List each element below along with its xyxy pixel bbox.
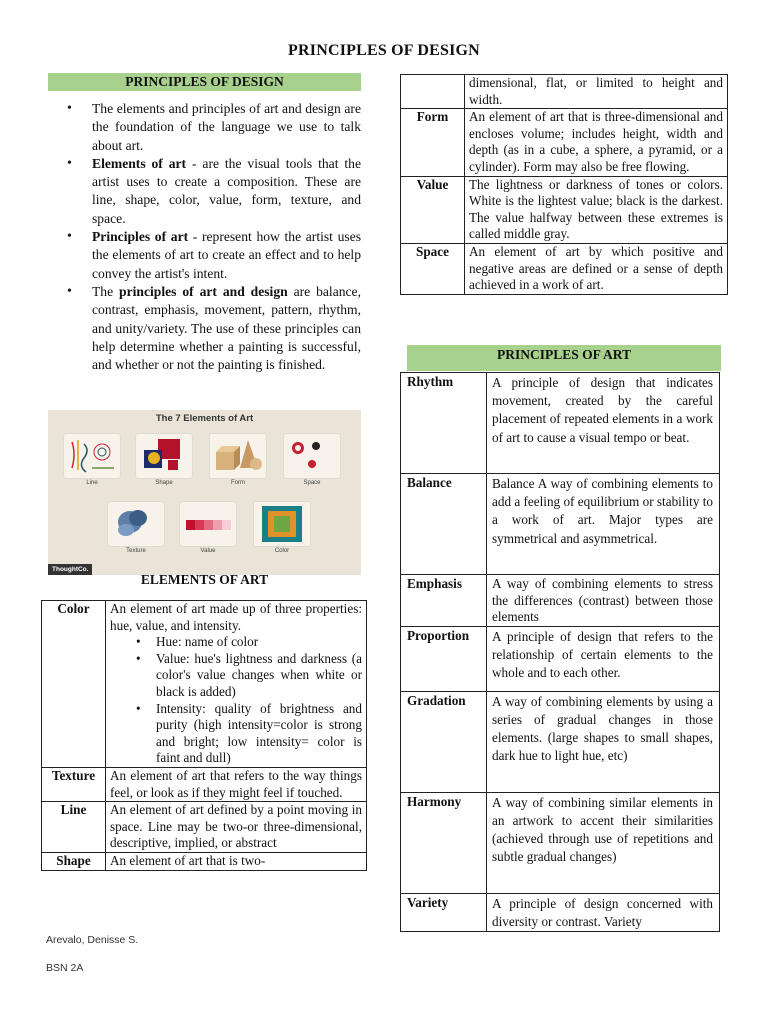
description-cell: A way of combining elements to stress the differences (contrast) between those elements <box>487 575 720 627</box>
term-cell: Line <box>42 802 106 853</box>
bullet-bold: principles of art and design <box>119 283 288 299</box>
elements-heading: ELEMENTS OF ART <box>140 572 269 587</box>
color-illustration-icon <box>254 502 310 546</box>
description-cell: An element of art by which positive and negative areas are defined or a sense of depth achieved in a work of art. <box>465 243 728 294</box>
bullet-text: are balance, contrast, emphasis, movement, pattern, rhythm, and unity/variety. The use of these principles can help determine whether a painting is successful, and whether or not the painting is finished. <box>92 283 361 373</box>
infographic-label: Shape <box>155 480 173 486</box>
table-row <box>401 691 720 792</box>
table-row <box>401 109 728 176</box>
bullet-item <box>48 283 361 374</box>
principles-heading: PRINCIPLES OF ART <box>407 345 721 371</box>
infographic-label: Value <box>200 548 216 554</box>
description-cell: An element of art that refers to the way things feel, or look as if they might feel if touched. <box>106 767 367 801</box>
thoughtco-logo: ThoughtCo. <box>48 564 92 575</box>
table-row <box>401 373 720 474</box>
bullet-bold: Elements of art <box>92 155 187 171</box>
bullet-bold: Principles of art <box>92 229 189 245</box>
color-property-list <box>110 634 362 767</box>
elements-infographic-image <box>48 410 361 575</box>
bullet-text: The elements and principles of art and design are the foundation of the language we use to talk about art. <box>92 101 361 153</box>
class-section: BSN 2A <box>46 962 84 974</box>
space-card <box>284 434 340 478</box>
term-cell: Harmony <box>401 792 487 893</box>
bullet-text: - represent how the artist uses the elements of art to create an effect and to help convey the artist's intent. <box>92 229 362 281</box>
description-text: An element of art made up of three properties: hue, value, and intensity. <box>110 601 362 633</box>
description-cell: Balance A way of combining elements to add a feeling of equilibrium or stability to a work of art. Major types are symmetrical and asymmetrical. <box>487 474 720 575</box>
term-cell: Rhythm <box>401 373 487 474</box>
table-row <box>42 601 367 768</box>
line-card <box>64 434 120 478</box>
table-row <box>401 626 720 691</box>
infographic-label: Line <box>86 480 98 486</box>
infographic-title: The 7 Elements of Art <box>155 413 254 424</box>
description-cell: An element of art that is two- <box>106 852 367 870</box>
table-row <box>42 852 367 870</box>
description-cell: A way of combining similar elements in an artwork to accent their similarities (achieved through use of repetitions and subtle gradual changes) <box>487 792 720 893</box>
line-illustration-icon <box>64 434 120 478</box>
description-cell: dimensional, flat, or limited to height and width. <box>465 75 728 109</box>
shape-card <box>136 434 192 478</box>
infographic-label: Texture <box>126 548 146 554</box>
list-item: • Hue: name of color <box>156 634 362 651</box>
value-card <box>180 502 236 546</box>
bullet-item <box>48 155 361 228</box>
bullet-item <box>48 100 361 155</box>
principles-table <box>400 372 720 932</box>
infographic-label: Space <box>303 480 321 486</box>
intro-bullet-list <box>48 100 361 374</box>
shape-illustration-icon <box>136 434 192 478</box>
left-section-heading: PRINCIPLES OF DESIGN <box>48 73 361 91</box>
term-cell: Balance <box>401 474 487 575</box>
bullet-text: - are the visual tools that the artist uses to create a composition. These are line, shape, color, value, form, texture, and space. <box>92 155 361 226</box>
page-title: PRINCIPLES OF DESIGN <box>288 42 480 59</box>
description-cell: A principle of design that indicates movement, created by the careful placement of repeated elements in a work of art to cause a visual tempo or beat. <box>487 373 720 474</box>
term-cell <box>401 75 465 109</box>
term-cell: Proportion <box>401 626 487 691</box>
list-item: • Intensity: quality of brightness and purity (high intensity=color is strong and bright; low intensity= color is faint and dull) <box>156 701 362 767</box>
table-row <box>401 75 728 109</box>
term-cell: Variety <box>401 893 487 931</box>
list-item: • Value: hue's lightness and darkness (a color's value changes when white or black is added) <box>156 651 362 701</box>
description-cell <box>106 601 367 768</box>
description-cell: A way of combining elements by using a series of gradual changes in those elements. (large shapes to small shapes, dark hue to light hue, etc) <box>487 691 720 792</box>
description-cell: An element of art that is three-dimensional and encloses volume; includes height, width and depth (as in a cube, a sphere, a pyramid, or a cylinder). Form may also be free flowing. <box>465 109 728 176</box>
texture-card <box>108 502 164 546</box>
table-row <box>42 767 367 801</box>
table-row <box>401 176 728 243</box>
table-row <box>401 575 720 627</box>
infographic-label: Color <box>274 548 290 554</box>
description-cell: A principle of design concerned with diversity or contrast. Variety <box>487 893 720 931</box>
space-illustration-icon <box>284 434 340 478</box>
table-row <box>401 243 728 294</box>
author-name: Arevalo, Denisse S. <box>46 934 139 946</box>
term-cell: Emphasis <box>401 575 487 627</box>
elements-table-right <box>400 74 728 295</box>
infographic-label: Form <box>231 480 245 486</box>
term-cell: Space <box>401 243 465 294</box>
form-illustration-icon <box>210 434 266 478</box>
table-row <box>401 474 720 575</box>
description-cell: A principle of design that refers to the relationship of certain elements to the whole and to each other. <box>487 626 720 691</box>
term-cell: Value <box>401 176 465 243</box>
term-cell: Gradation <box>401 691 487 792</box>
description-cell: An element of art defined by a point moving in space. Line may be two-or three-dimensional, descriptive, implied, or abstract <box>106 802 367 853</box>
term-cell: Shape <box>42 852 106 870</box>
term-cell: Color <box>42 601 106 768</box>
color-card <box>254 502 310 546</box>
value-illustration-icon <box>180 502 236 546</box>
table-row <box>42 802 367 853</box>
texture-illustration-icon <box>108 502 164 546</box>
table-row <box>401 792 720 893</box>
description-cell: The lightness or darkness of tones or colors. White is the lightest value; black is the darkest. The value halfway between these extremes is called middle gray. <box>465 176 728 243</box>
bullet-item <box>48 228 361 283</box>
term-cell: Texture <box>42 767 106 801</box>
term-cell: Form <box>401 109 465 176</box>
table-row <box>401 893 720 931</box>
bullet-pre: The <box>92 283 120 299</box>
form-card <box>210 434 266 478</box>
elements-table-left <box>41 600 367 871</box>
